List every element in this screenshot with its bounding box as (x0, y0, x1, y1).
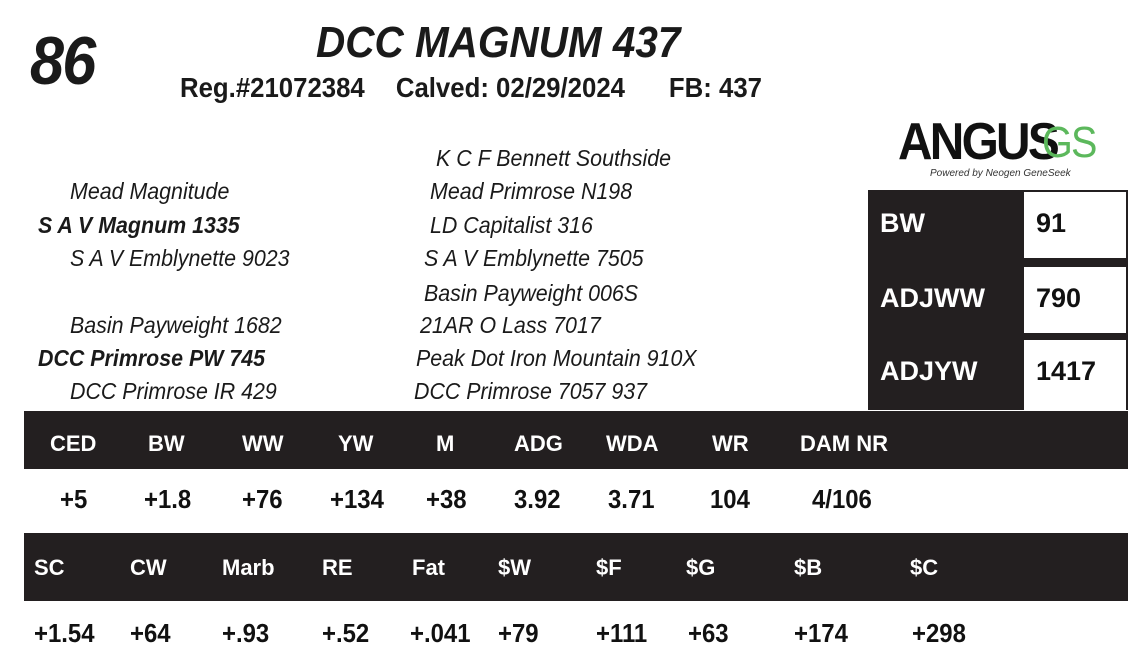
epd-header: M (436, 431, 455, 456)
weight-value: 91 (1036, 208, 1067, 238)
epd-value: +1.54 (34, 618, 95, 648)
epd-value: +298 (912, 618, 966, 648)
epd-header: BW (148, 431, 185, 456)
weights-panel (868, 190, 1128, 410)
ancestor: K C F Bennett Southside (436, 145, 672, 171)
weight-value: 790 (1036, 283, 1082, 313)
epd-header-bar-2 (24, 533, 1128, 601)
ancestor: LD Capitalist 316 (430, 212, 593, 238)
epd-value: +134 (330, 484, 384, 514)
logo-suffix-text: GS (1042, 118, 1096, 167)
weight-label: ADJWW (880, 283, 985, 313)
epd-header: DAM NR (800, 431, 888, 456)
ancestor: Mead Primrose N198 (430, 178, 633, 204)
angus-gs-logo (898, 112, 1098, 184)
logo-tagline: Powered by Neogen GeneSeek (930, 168, 1071, 179)
lot-number: 86 (30, 23, 95, 99)
epd-value: 104 (710, 484, 750, 514)
epd-header: CW (130, 555, 167, 580)
weight-value-box (1024, 340, 1126, 412)
pedigree-dam: DCC Primrose PW 745 (38, 345, 266, 371)
registration-line (180, 72, 786, 104)
weight-value: 1417 (1036, 356, 1097, 386)
epd-value: +38 (426, 484, 467, 514)
pedigree-sire: S A V Magnum 1335 (38, 212, 240, 238)
epd-header: $C (910, 555, 939, 580)
weight-label: BW (880, 208, 925, 238)
epd-header: YW (338, 431, 374, 456)
epd-value: 3.92 (514, 484, 561, 514)
epd-value: 3.71 (608, 484, 655, 514)
epd-value: +.93 (222, 618, 270, 648)
epd-header: WDA (606, 431, 659, 456)
ancestor: 21AR O Lass 7017 (420, 312, 601, 338)
epd-header: Fat (412, 555, 445, 580)
weight-value-box (1024, 267, 1126, 333)
pedigree-dam-dam: DCC Primrose IR 429 (70, 378, 277, 404)
epd-header: RE (322, 555, 353, 580)
epd-header: WW (242, 431, 284, 456)
epd-header: $W (498, 555, 531, 580)
weight-row-bw (868, 190, 1128, 260)
weight-row-adjww (868, 265, 1128, 335)
epd-value: +174 (794, 618, 848, 648)
epd-value: +111 (596, 618, 648, 648)
pedigree-sire-dam: S A V Emblynette 9023 (70, 245, 290, 271)
ancestor: DCC Primrose 7057 937 (414, 378, 648, 404)
epd-value: +.52 (322, 618, 370, 648)
ancestor: Basin Payweight 006S (424, 280, 639, 306)
epd-value: +76 (242, 484, 283, 514)
epd-value: 4/106 (812, 484, 872, 514)
epd-header: SC (34, 555, 65, 580)
pedigree-sire-sire: Mead Magnitude (70, 178, 230, 204)
pedigree-dam-sire: Basin Payweight 1682 (70, 312, 282, 338)
weight-label: ADJYW (880, 356, 978, 386)
epd-header: $F (596, 555, 622, 580)
epd-value: +64 (130, 618, 171, 648)
registration-number: Reg.#21072384 (180, 72, 365, 103)
epd-value: +.041 (410, 618, 471, 648)
calved-date: Calved: 02/29/2024 (395, 72, 625, 103)
fb-number: FB: 437 (668, 72, 763, 103)
epd-header: CED (50, 431, 97, 456)
animal-name: DCC MAGNUM 437 (316, 18, 681, 67)
epd-header: ADG (514, 431, 563, 456)
epd-header: Marb (222, 555, 275, 580)
epd-header-bar-1 (24, 411, 1128, 469)
epd-header: WR (712, 431, 749, 456)
epd-value: +1.8 (144, 484, 192, 514)
ancestor: Peak Dot Iron Mountain 910X (416, 345, 697, 371)
ancestor: S A V Emblynette 7505 (424, 245, 644, 271)
weight-row-adjyw (868, 338, 1128, 408)
epd-value: +79 (498, 618, 539, 648)
logo-main-text: ANGUS (898, 113, 1057, 171)
epd-header: $G (686, 555, 716, 580)
weight-value-box (1024, 192, 1126, 258)
epd-value: +5 (60, 484, 88, 514)
epd-value: +63 (688, 618, 729, 648)
epd-header: $B (794, 555, 823, 580)
